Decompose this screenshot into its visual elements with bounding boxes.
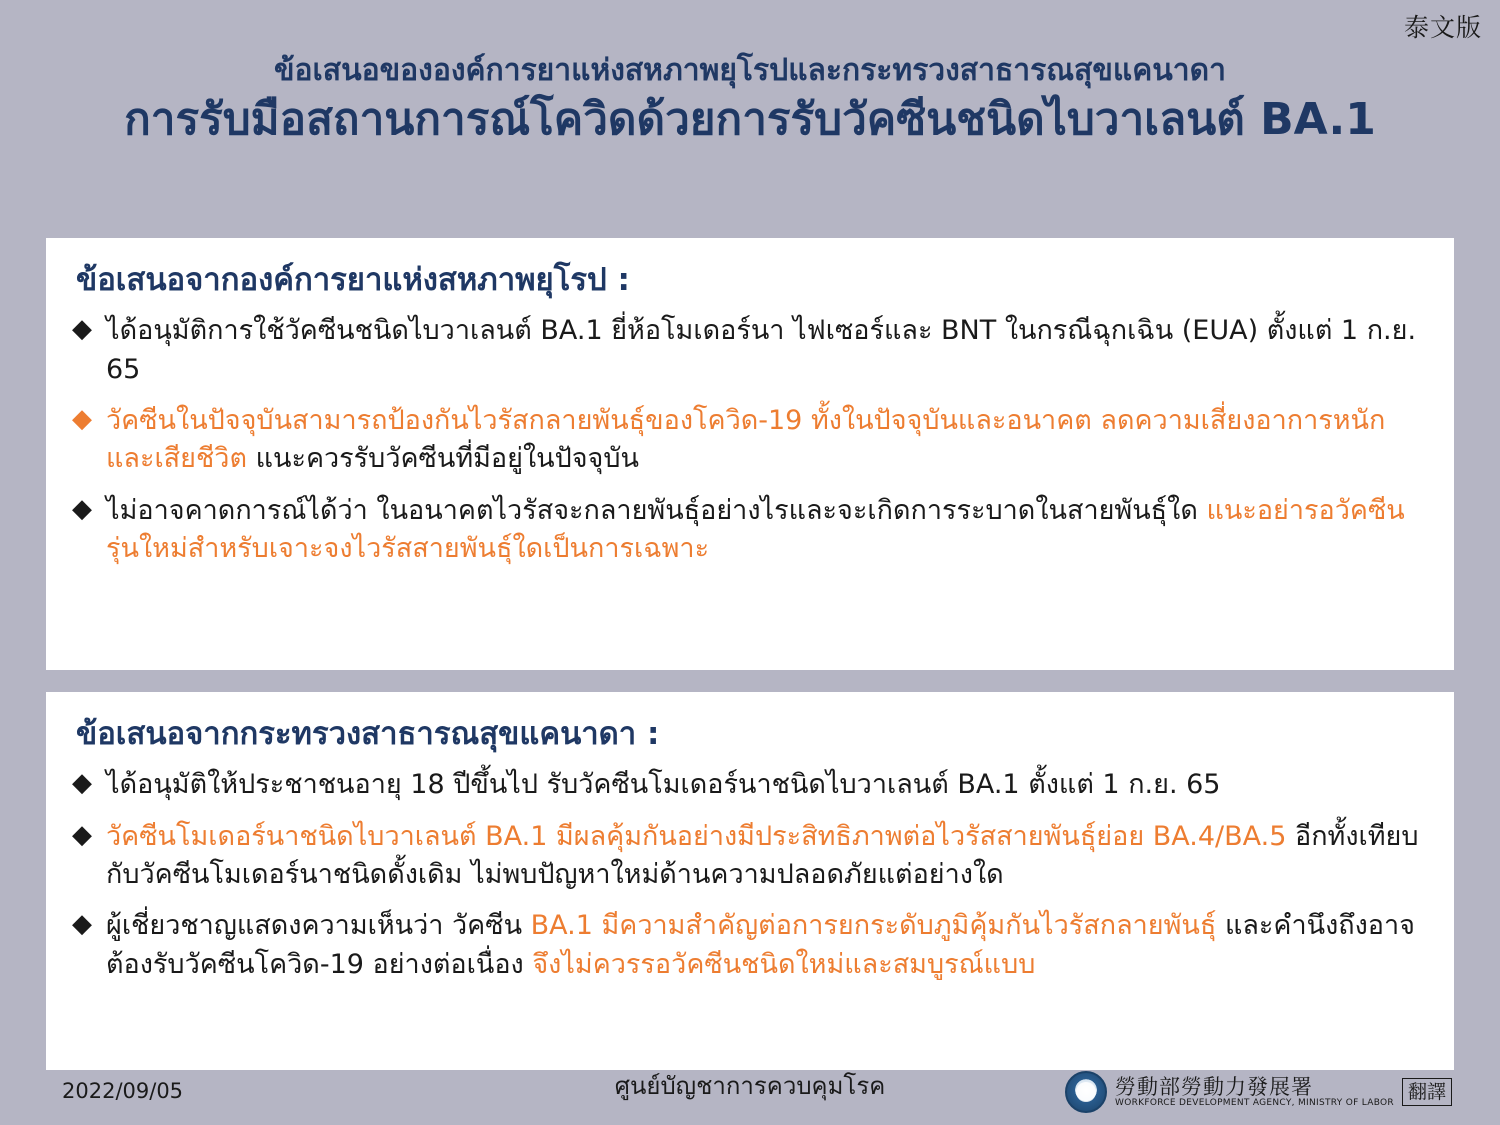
bullet-text-segment: ไม่อาจคาดการณ์ได้ว่า ในอนาคตไวรัสจะกลายพันธุ์อย่างไรและจะเกิดการระบาดในสายพันธุ์ใด	[106, 494, 1207, 526]
bullet-item	[72, 312, 1428, 389]
bullet-text-segment: BA.1 มีความสำคัญต่อการยกระดับภูมิคุ้มกันไวรัสกลายพันธุ์	[530, 910, 1225, 942]
translation-badge: 翻譯	[1402, 1078, 1452, 1107]
bullet-text	[106, 402, 1428, 479]
diamond-bullet-icon: ◆	[72, 768, 92, 799]
bullet-text-segment: ได้อนุมัติให้ประชาชนอายุ 18 ปีขึ้นไป รับวัคซีนโมเดอร์นาชนิดไบวาเลนต์ BA.1 ตั้งแต่ 1 ก.ย. 65	[106, 769, 1221, 801]
footer-date: 2022/09/05	[62, 1079, 184, 1103]
agency-name-block	[1115, 1076, 1394, 1109]
bullet-text	[106, 818, 1428, 895]
panel-canada-heading: ข้อเสนอจากกระทรวงสาธารณสุขแคนาดา :	[76, 716, 660, 752]
bullet-text-segment: วัคซีนในปัจจุบันสามารถป้องกันไวรัสกลายพันธุ์ของโควิด-19 ทั้งในปัจจุบันและอนาคต ลดความเสี่ยงอาการหนักและเสียชีวิต	[106, 404, 1386, 475]
diamond-bullet-icon: ◆	[72, 909, 92, 940]
title-block	[0, 52, 1500, 147]
bullet-item	[72, 492, 1428, 569]
diamond-bullet-icon: ◆	[72, 403, 92, 434]
bullet-text	[106, 492, 1428, 569]
language-version-label: 泰文版	[1403, 13, 1482, 42]
bullet-text-segment: และคำนึงถึงอาจต้องรับวัคซีนโควิด-19 อย่างต่อเนื่อง	[106, 910, 1415, 980]
panel-eu-recommendations	[46, 238, 1454, 670]
bullet-text-segment: แนะอย่ารอวัคซีนรุ่นใหม่สำหรับเจาะจงไวรัสสายพันธุ์ใดเป็นการเฉพาะ	[106, 494, 1405, 564]
panel-canada-recommendations	[46, 692, 1454, 1070]
bullet-item	[72, 818, 1428, 895]
bullet-text	[106, 312, 1428, 389]
bullet-item	[72, 766, 1428, 804]
bullet-text-segment: ผู้เชี่ยวชาญแสดงความเห็นว่า วัคซีน	[106, 910, 531, 942]
bullet-text	[106, 766, 1428, 804]
slide-title: การรับมือสถานการณ์โควิดด้วยการรับวัคซีนชนิดไบวาเลนต์ BA.1	[124, 93, 1376, 145]
diamond-bullet-icon: ◆	[72, 493, 92, 524]
bullet-text-segment: วัคซีนโมเดอร์นาชนิดไบวาเลนต์ BA.1 มีผลคุ้มกันอย่างมีประสิทธิภาพต่อไวรัสสายพันธุ์ย่อย BA.4/BA.5	[106, 820, 1295, 852]
agency-name-en: WORKFORCE DEVELOPMENT AGENCY, MINISTRY OF LABOR	[1115, 1097, 1394, 1108]
bullet-text-segment: แนะควรรับวัคซีนที่มีอยู่ในปัจจุบัน	[255, 443, 639, 475]
bullet-item	[72, 402, 1428, 479]
bullet-text	[106, 907, 1428, 984]
diamond-bullet-icon: ◆	[72, 314, 92, 345]
panel-eu-bullet-list	[72, 312, 1428, 568]
diamond-bullet-icon: ◆	[72, 819, 92, 850]
bullet-text-segment: จึงไม่ควรรอวัคซีนชนิดใหม่และสมบูรณ์แบบ	[532, 948, 1036, 980]
bullet-item	[72, 907, 1428, 984]
bullet-text-segment: ได้อนุมัติการใช้วัคซีนชนิดไบวาเลนต์ BA.1 ยี่ห้อโมเดอร์นา ไฟเซอร์และ BNT ในกรณีฉุกเฉิน (EUA) ตั้งแต่ 1 ก.ย. 65	[106, 315, 1417, 385]
agency-emblem-icon	[1065, 1071, 1107, 1113]
agency-name-cn: 勞動部勞動力發展署	[1115, 1074, 1313, 1099]
bullet-text-segment: อีกทั้งเทียบกับวัคซีนโมเดอร์นาชนิดดั้งเดิม ไม่พบปัญหาใหม่ด้านความปลอดภัยแต่อย่างใด	[106, 820, 1419, 890]
panel-eu-heading: ข้อเสนอจากองค์การยาแห่งสหภาพยุโรป :	[76, 262, 630, 298]
panel-canada-bullet-list	[72, 766, 1428, 984]
slide-subtitle: ข้อเสนอขององค์การยาแห่งสหภาพยุโรปและกระทรวงสาธารณสุขแคนาดา	[274, 53, 1226, 88]
footer-agency-logo	[1065, 1071, 1452, 1113]
footer-source: ศูนย์บัญชาการควบคุมโรค	[614, 1072, 886, 1100]
